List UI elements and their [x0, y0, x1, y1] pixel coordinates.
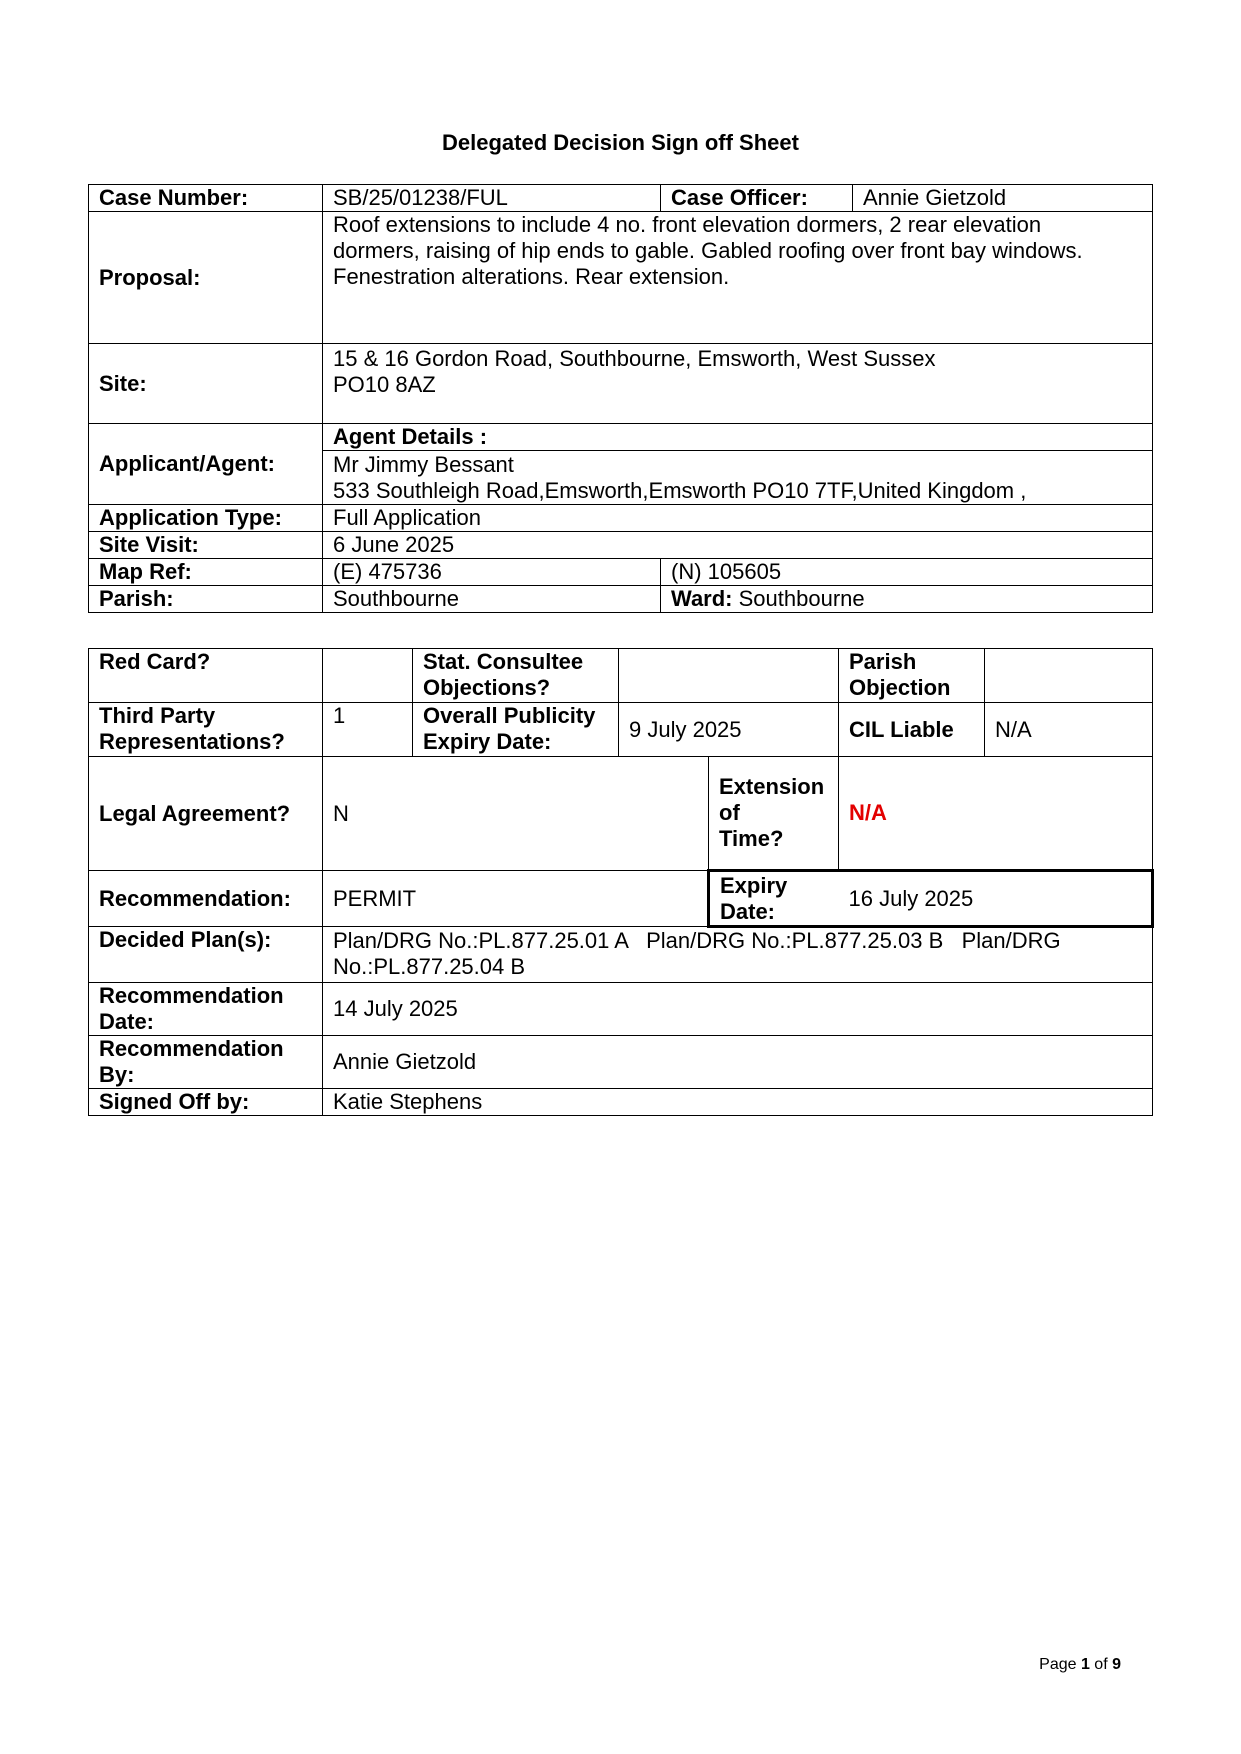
current-page: 1 [1080, 1656, 1090, 1673]
proposal-value [323, 212, 1153, 344]
proposal-line: Fenestration alterations. Rear extension. [333, 264, 730, 289]
agent-name: Mr Jimmy Bessant [333, 451, 514, 477]
stat-consultee-label-line: Stat. Consultee [423, 649, 584, 674]
site-visit-value: 6 June 2025 [323, 532, 1153, 559]
ward-value: Southbourne [732, 586, 865, 611]
decision-table [88, 648, 1154, 1116]
proposal-line: Roof extensions to include 4 no. front elevation dormers, 2 rear elevation [333, 212, 1042, 237]
recommendation-by-label-line: Recommendation [99, 1036, 284, 1061]
application-type-row [89, 505, 1153, 532]
recommendation-date-label-line: Date: [99, 1009, 155, 1034]
expiry-label [709, 871, 839, 927]
parish-row [89, 586, 1153, 613]
recommendation-date-label-line: Recommendation [99, 983, 284, 1008]
parish-label: Parish: [89, 586, 323, 613]
legal-agreement-label: Legal Agreement? [89, 757, 323, 871]
map-ref-row [89, 559, 1153, 586]
signed-off-value: Katie Stephens [323, 1089, 1153, 1116]
agent-details-row [89, 424, 1153, 451]
extension-value: N/A [839, 757, 1153, 871]
third-party-label [89, 703, 323, 757]
cil-label: CIL Liable [839, 703, 985, 757]
application-type-value: Full Application [323, 505, 1153, 532]
ward-cell [661, 586, 1153, 613]
red-card-row [89, 649, 1153, 703]
site-visit-label: Site Visit: [89, 532, 323, 559]
recommendation-by-value: Annie Gietzold [323, 1036, 1153, 1089]
page-prefix: Page [1039, 1656, 1081, 1673]
page-title: Delegated Decision Sign off Sheet [442, 130, 799, 155]
page-of: of [1089, 1656, 1113, 1673]
stat-consultee-label [413, 649, 619, 703]
case-number-value: SB/25/01238/FUL [323, 185, 661, 212]
agent-details-label: Agent Details : [323, 424, 1153, 451]
agent-value [323, 451, 1153, 505]
expiry-value: 16 July 2025 [839, 871, 1153, 927]
parish-objection-label-line: Objection [849, 675, 951, 700]
site-value [323, 344, 1153, 424]
decided-plans-label: Decided Plan(s): [89, 927, 323, 983]
proposal-line: dormers, raising of hip ends to gable. Gabled roofing over front bay windows. [333, 238, 1083, 263]
recommendation-by-label [89, 1036, 323, 1089]
decided-plans-line: Plan/DRG No.:PL.877.25.01 A Plan/DRG No.:PL.877.25.03 B Plan/DRG [333, 928, 1061, 953]
recommendation-by-label-line: By: [99, 1062, 135, 1087]
recommendation-by-row [89, 1036, 1153, 1089]
site-line: PO10 8AZ [333, 372, 436, 397]
extension-label-line: Time? [719, 826, 784, 851]
third-party-label-line: Representations? [99, 729, 285, 754]
map-ref-northing: (N) 105605 [661, 559, 1153, 586]
stat-consultee-label-line: Objections? [423, 675, 551, 700]
case-number-label: Case Number: [89, 185, 323, 212]
third-party-value: 1 [323, 703, 413, 757]
legal-agreement-value: N [323, 757, 709, 871]
case-number-row [89, 185, 1153, 212]
extension-label-line: Extension of [719, 774, 825, 825]
case-details-table [88, 184, 1153, 613]
decided-plans-line: No.:PL.877.25.04 B [333, 954, 526, 979]
parish-objection-label-line: Parish [849, 649, 917, 674]
stat-consultee-value [619, 649, 839, 703]
recommendation-label: Recommendation: [89, 871, 323, 927]
application-type-label: Application Type: [89, 505, 323, 532]
expiry-label-line: Date: [720, 898, 776, 924]
total-pages: 9 [1112, 1656, 1121, 1673]
parish-objection-label [839, 649, 985, 703]
publicity-expiry-label-line: Expiry Date: [423, 729, 552, 754]
recommendation-date-row [89, 983, 1153, 1036]
case-officer-label: Case Officer: [661, 185, 853, 212]
recommendation-row [89, 871, 1153, 927]
expiry-label-line: Expiry [720, 872, 788, 898]
site-row [89, 344, 1153, 424]
agent-address: 533 Southleigh Road,Emsworth,Emsworth PO10 7TF,United Kingdom , [333, 477, 1027, 503]
signed-off-row [89, 1089, 1153, 1116]
proposal-row [89, 212, 1153, 344]
third-party-label-line: Third Party [99, 703, 216, 728]
case-officer-value: Annie Gietzold [853, 185, 1153, 212]
extension-label [709, 757, 839, 871]
applicant-label: Applicant/Agent: [89, 424, 323, 505]
red-card-label: Red Card? [89, 649, 323, 703]
third-party-row [89, 703, 1153, 757]
parish-value: Southbourne [323, 586, 661, 613]
proposal-label: Proposal: [89, 212, 323, 344]
map-ref-label: Map Ref: [89, 559, 323, 586]
site-line: 15 & 16 Gordon Road, Southbourne, Emsworth, West Sussex [333, 346, 936, 371]
publicity-expiry-value: 9 July 2025 [619, 703, 839, 757]
ward-label: Ward: [671, 586, 733, 611]
decided-plans-row [89, 927, 1153, 983]
red-card-value [323, 649, 413, 703]
map-ref-easting: (E) 475736 [323, 559, 661, 586]
site-visit-row [89, 532, 1153, 559]
publicity-expiry-label-line: Overall Publicity [423, 703, 596, 728]
recommendation-date-label [89, 983, 323, 1036]
page-number [1039, 1656, 1121, 1674]
parish-objection-value [985, 649, 1153, 703]
recommendation-date-value: 14 July 2025 [323, 983, 1153, 1036]
site-label: Site: [89, 344, 323, 424]
signed-off-label: Signed Off by: [89, 1089, 323, 1116]
recommendation-value: PERMIT [323, 871, 709, 927]
decided-plans-value [323, 927, 1153, 983]
legal-agreement-row [89, 757, 1153, 871]
cil-value: N/A [985, 703, 1153, 757]
publicity-expiry-label [413, 703, 619, 757]
